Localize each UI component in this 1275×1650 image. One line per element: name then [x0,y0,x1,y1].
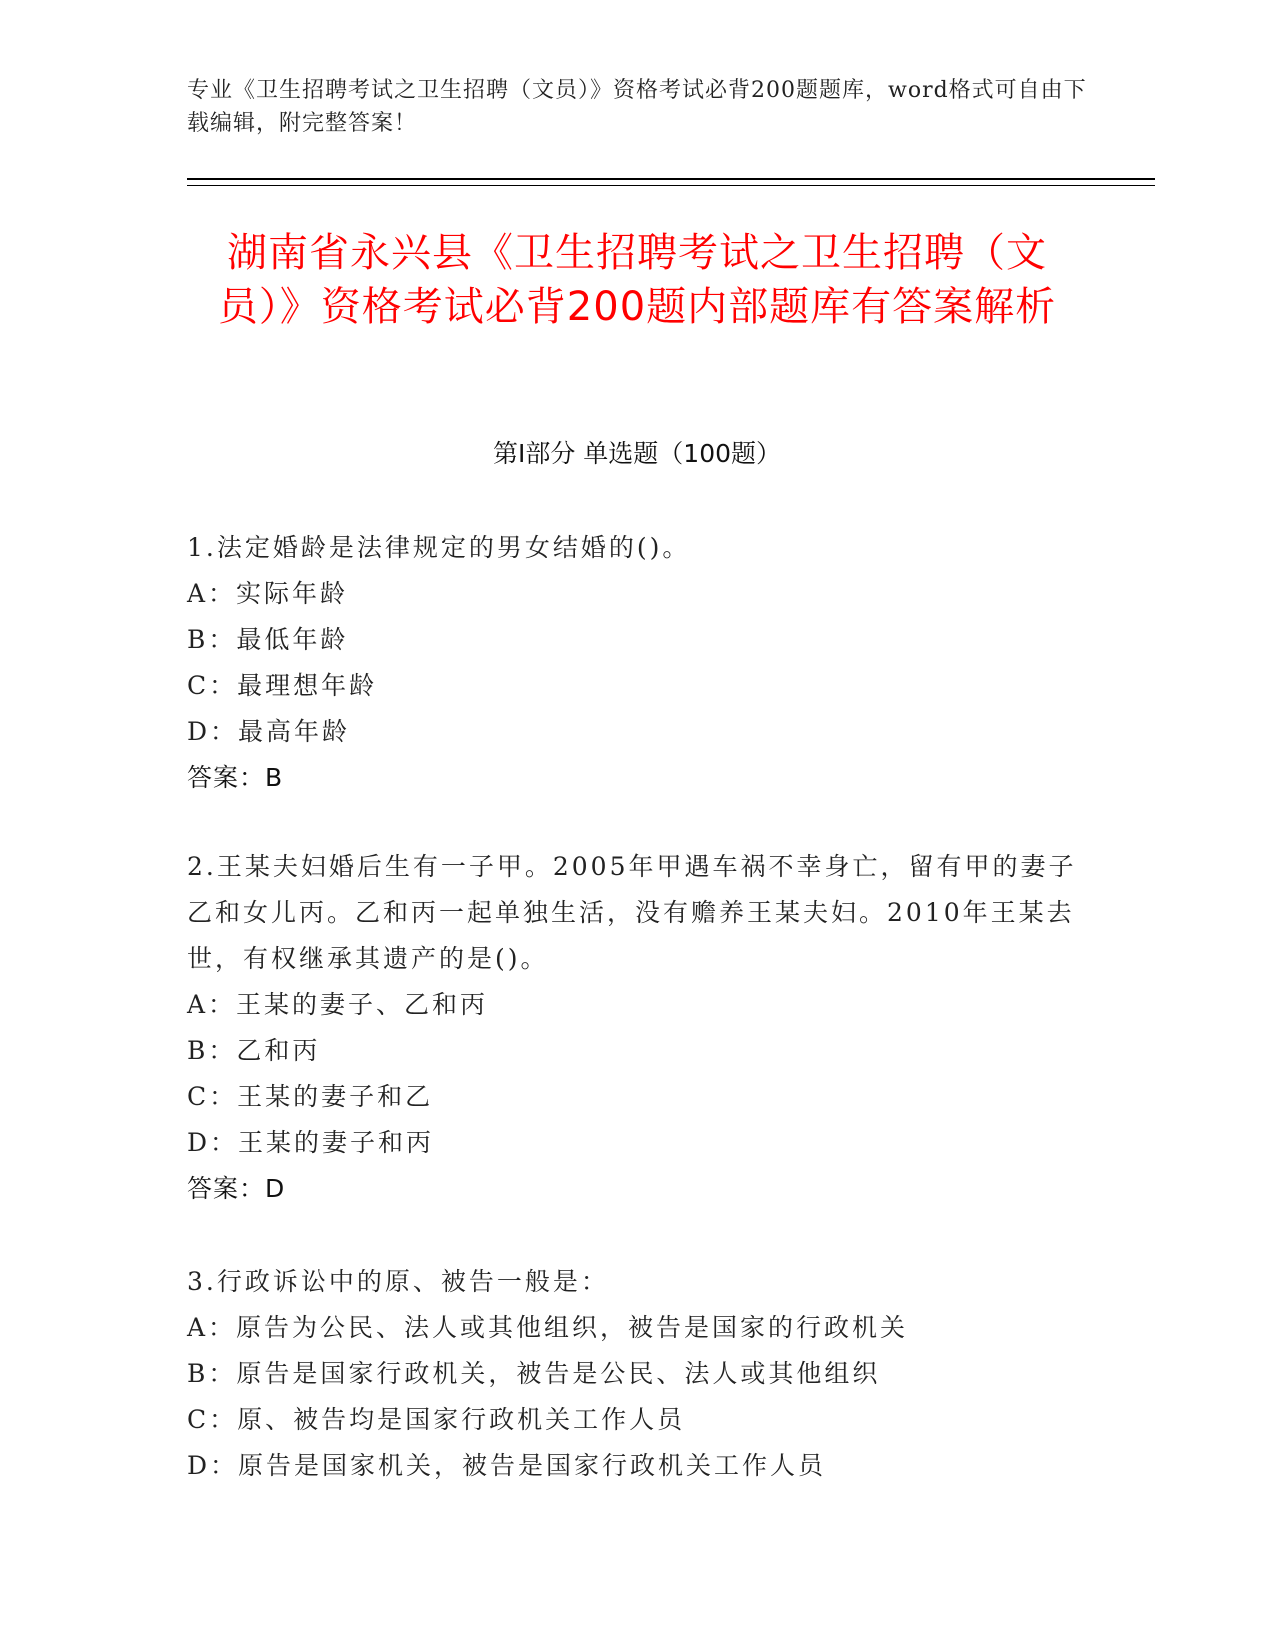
answer-line: 答案：D [187,1174,286,1203]
option-b: B：最低年龄 [187,625,349,654]
option-d: D：最高年龄 [187,717,351,746]
answer-line: 答案：B [187,763,284,792]
document-title: 湖南省永兴县《卫生招聘考试之卫生招聘（文员）》资格考试必背200题内部题库有答案解析 [217,230,1057,330]
option-d: D：王某的妻子和丙 [187,1128,435,1157]
option-b: B：乙和丙 [187,1036,321,1065]
option-b: B：原告是国家行政机关，被告是公民、法人或其他组织 [187,1359,881,1388]
question-stem: 2.王某夫妇婚后生有一子甲。2005年甲遇车祸不幸身亡，留有甲的妻子乙和女儿丙。乙和丙一起单独生活，没有赡养王某夫妇。2010年王某去世，有权继承其遗产的是()。 [187,852,1077,973]
option-c: C：原、被告均是国家行政机关工作人员 [187,1405,686,1434]
option-d: D：原告是国家机关，被告是国家行政机关工作人员 [187,1451,827,1480]
option-a: A：实际年龄 [187,579,349,608]
question-1 [187,525,1087,801]
section-heading: 第I部分 单选题（100题） [492,439,782,468]
option-a: A：原告为公民、法人或其他组织，被告是国家的行政机关 [187,1313,909,1342]
question-2 [187,844,1087,1212]
option-c: C：王某的妻子和乙 [187,1082,434,1111]
question-3 [187,1259,1087,1489]
option-c: C：最理想年龄 [187,671,378,700]
header-rule-thin [187,185,1155,186]
option-a: A：王某的妻子、乙和丙 [187,990,489,1019]
header-rule-thick [187,178,1155,180]
question-stem: 1.法定婚龄是法律规定的男女结婚的()。 [187,533,691,562]
question-stem: 3.行政诉讼中的原、被告一般是： [187,1267,609,1296]
header-note: 专业《卫生招聘考试之卫生招聘（文员）》资格考试必背200题题库，word格式可自由下载编辑，附完整答案！ [187,78,1087,136]
